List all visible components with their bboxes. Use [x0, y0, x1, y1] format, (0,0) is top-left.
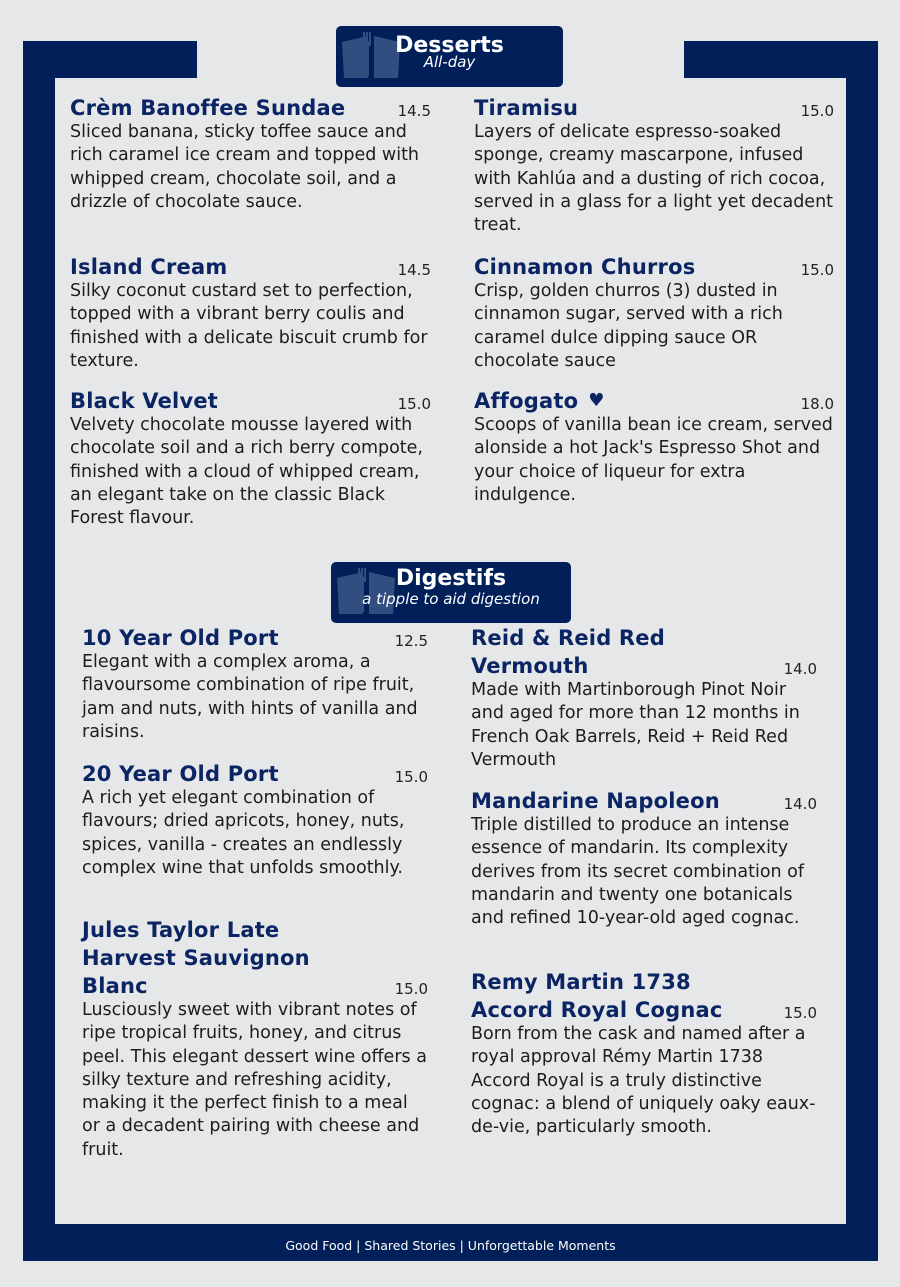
item-name: Cinnamon Churros [474, 255, 696, 279]
item-description: Layers of delicate espresso-soaked sponge, creamy mascarpone, infused with Kahlúa and a dusting of rich cocoa, served in a glass for a light yet decadent treat. [474, 122, 834, 236]
item-name: Affogato [474, 389, 579, 413]
item-description: Silky coconut custard set to perfection, topped with a vibrant berry coulis and finished with a delicate biscuit crumb for texture. [70, 281, 428, 371]
item-description: A rich yet elegant combination of flavours; dried apricots, honey, nuts, spices, vanilla - creates an endlessly complex wine that unfolds smoothly. [82, 788, 405, 878]
item-description: Born from the cask and named after a royal approval Rémy Martin 1738 Accord Royal is a truly distinctive cognac: a blend of uniquely oaky eaux-de-vie, particularly smooth. [471, 1024, 816, 1138]
item-price: 15.0 [397, 395, 431, 413]
menu-item [82, 624, 428, 744]
item-price: 12.5 [394, 632, 428, 650]
item-price: 15.0 [783, 1004, 817, 1022]
item-price: 15.0 [394, 768, 428, 786]
item-price: 14.5 [397, 102, 431, 120]
item-name: 20 Year Old Port [82, 762, 279, 786]
item-description: Scoops of vanilla bean ice cream, served alonside a hot Jack's Espresso Shot and your choice of liqueur for extra indulgence. [474, 415, 833, 505]
item-name: Jules Taylor Late Harvest Sauvignon Blanc [82, 918, 310, 998]
item-name: Tiramisu [474, 96, 579, 120]
item-description: Triple distilled to produce an intense essence of mandarin. Its complexity derives from its secret combination of mandarin and twenty one botanicals and refined 10-year-old aged cognac. [471, 815, 805, 929]
section-subtitle: a tipple to aid digestion [362, 590, 540, 608]
menu-item [474, 387, 834, 507]
item-price: 18.0 [800, 395, 834, 413]
item-name: Mandarine Napoleon [471, 789, 720, 813]
item-price: 14.0 [783, 795, 817, 813]
item-name: Reid & Reid Red Vermouth [471, 626, 665, 678]
digestifs-header-badge [331, 562, 571, 623]
item-name: Remy Martin 1738 Accord Royal Cognac [471, 970, 723, 1022]
item-price: 14.0 [783, 660, 817, 678]
item-price: 15.0 [800, 261, 834, 279]
item-description: Lusciously sweet with vibrant notes of ripe tropical fruits, honey, and citrus peel. This elegant dessert wine offers a silky texture and refreshing acidity, making it the perfect finish to a meal or a decadent pairing with cheese and fruit. [82, 1000, 427, 1160]
heart-icon: ♥ [588, 390, 605, 411]
item-name: Black Velvet [70, 389, 219, 413]
section-subtitle: All-day [423, 53, 476, 71]
item-description: Made with Martinborough Pinot Noir and aged for more than 12 months in French Oak Barrels, Reid + Reid Red Vermouth [471, 680, 800, 770]
desserts-header-badge [336, 26, 563, 87]
footer-tagline: Good Food | Shared Stories | Unforgettable Moments [285, 1238, 616, 1253]
item-price: 14.5 [397, 261, 431, 279]
item-price: 15.0 [800, 102, 834, 120]
item-description: Velvety chocolate mousse layered with chocolate soil and a rich berry compote, finished with a cloud of whipped cream, an elegant take on the classic Black Forest flavour. [70, 415, 423, 529]
section-title: Desserts [395, 33, 504, 58]
menu-item [70, 253, 431, 373]
menu-item [474, 94, 834, 237]
item-name: Island Cream [70, 255, 228, 279]
item-name: Crèm Banoffee Sundae [70, 96, 346, 120]
menu-item [70, 387, 431, 530]
menu-item [471, 787, 817, 930]
item-description: Elegant with a complex aroma, a flavoursome combination of ripe fruit, jam and nuts, with hints of vanilla and raisins. [82, 652, 418, 742]
menu-item [82, 916, 428, 1162]
item-description: Sliced banana, sticky toffee sauce and rich caramel ice cream and topped with whipped cream, chocolate soil, and a drizzle of chocolate sauce. [70, 122, 420, 212]
item-name: 10 Year Old Port [82, 626, 279, 650]
menu-item [474, 253, 834, 373]
item-description: Crisp, golden churros (3) dusted in cinnamon sugar, served with a rich caramel dulce dipping sauce OR chocolate sauce [474, 281, 783, 371]
section-title: Digestifs [395, 566, 507, 591]
menu-item [82, 760, 428, 880]
menu-item [471, 624, 817, 772]
menu-item [471, 968, 817, 1139]
menu-item [70, 94, 431, 214]
item-price: 15.0 [394, 980, 428, 998]
